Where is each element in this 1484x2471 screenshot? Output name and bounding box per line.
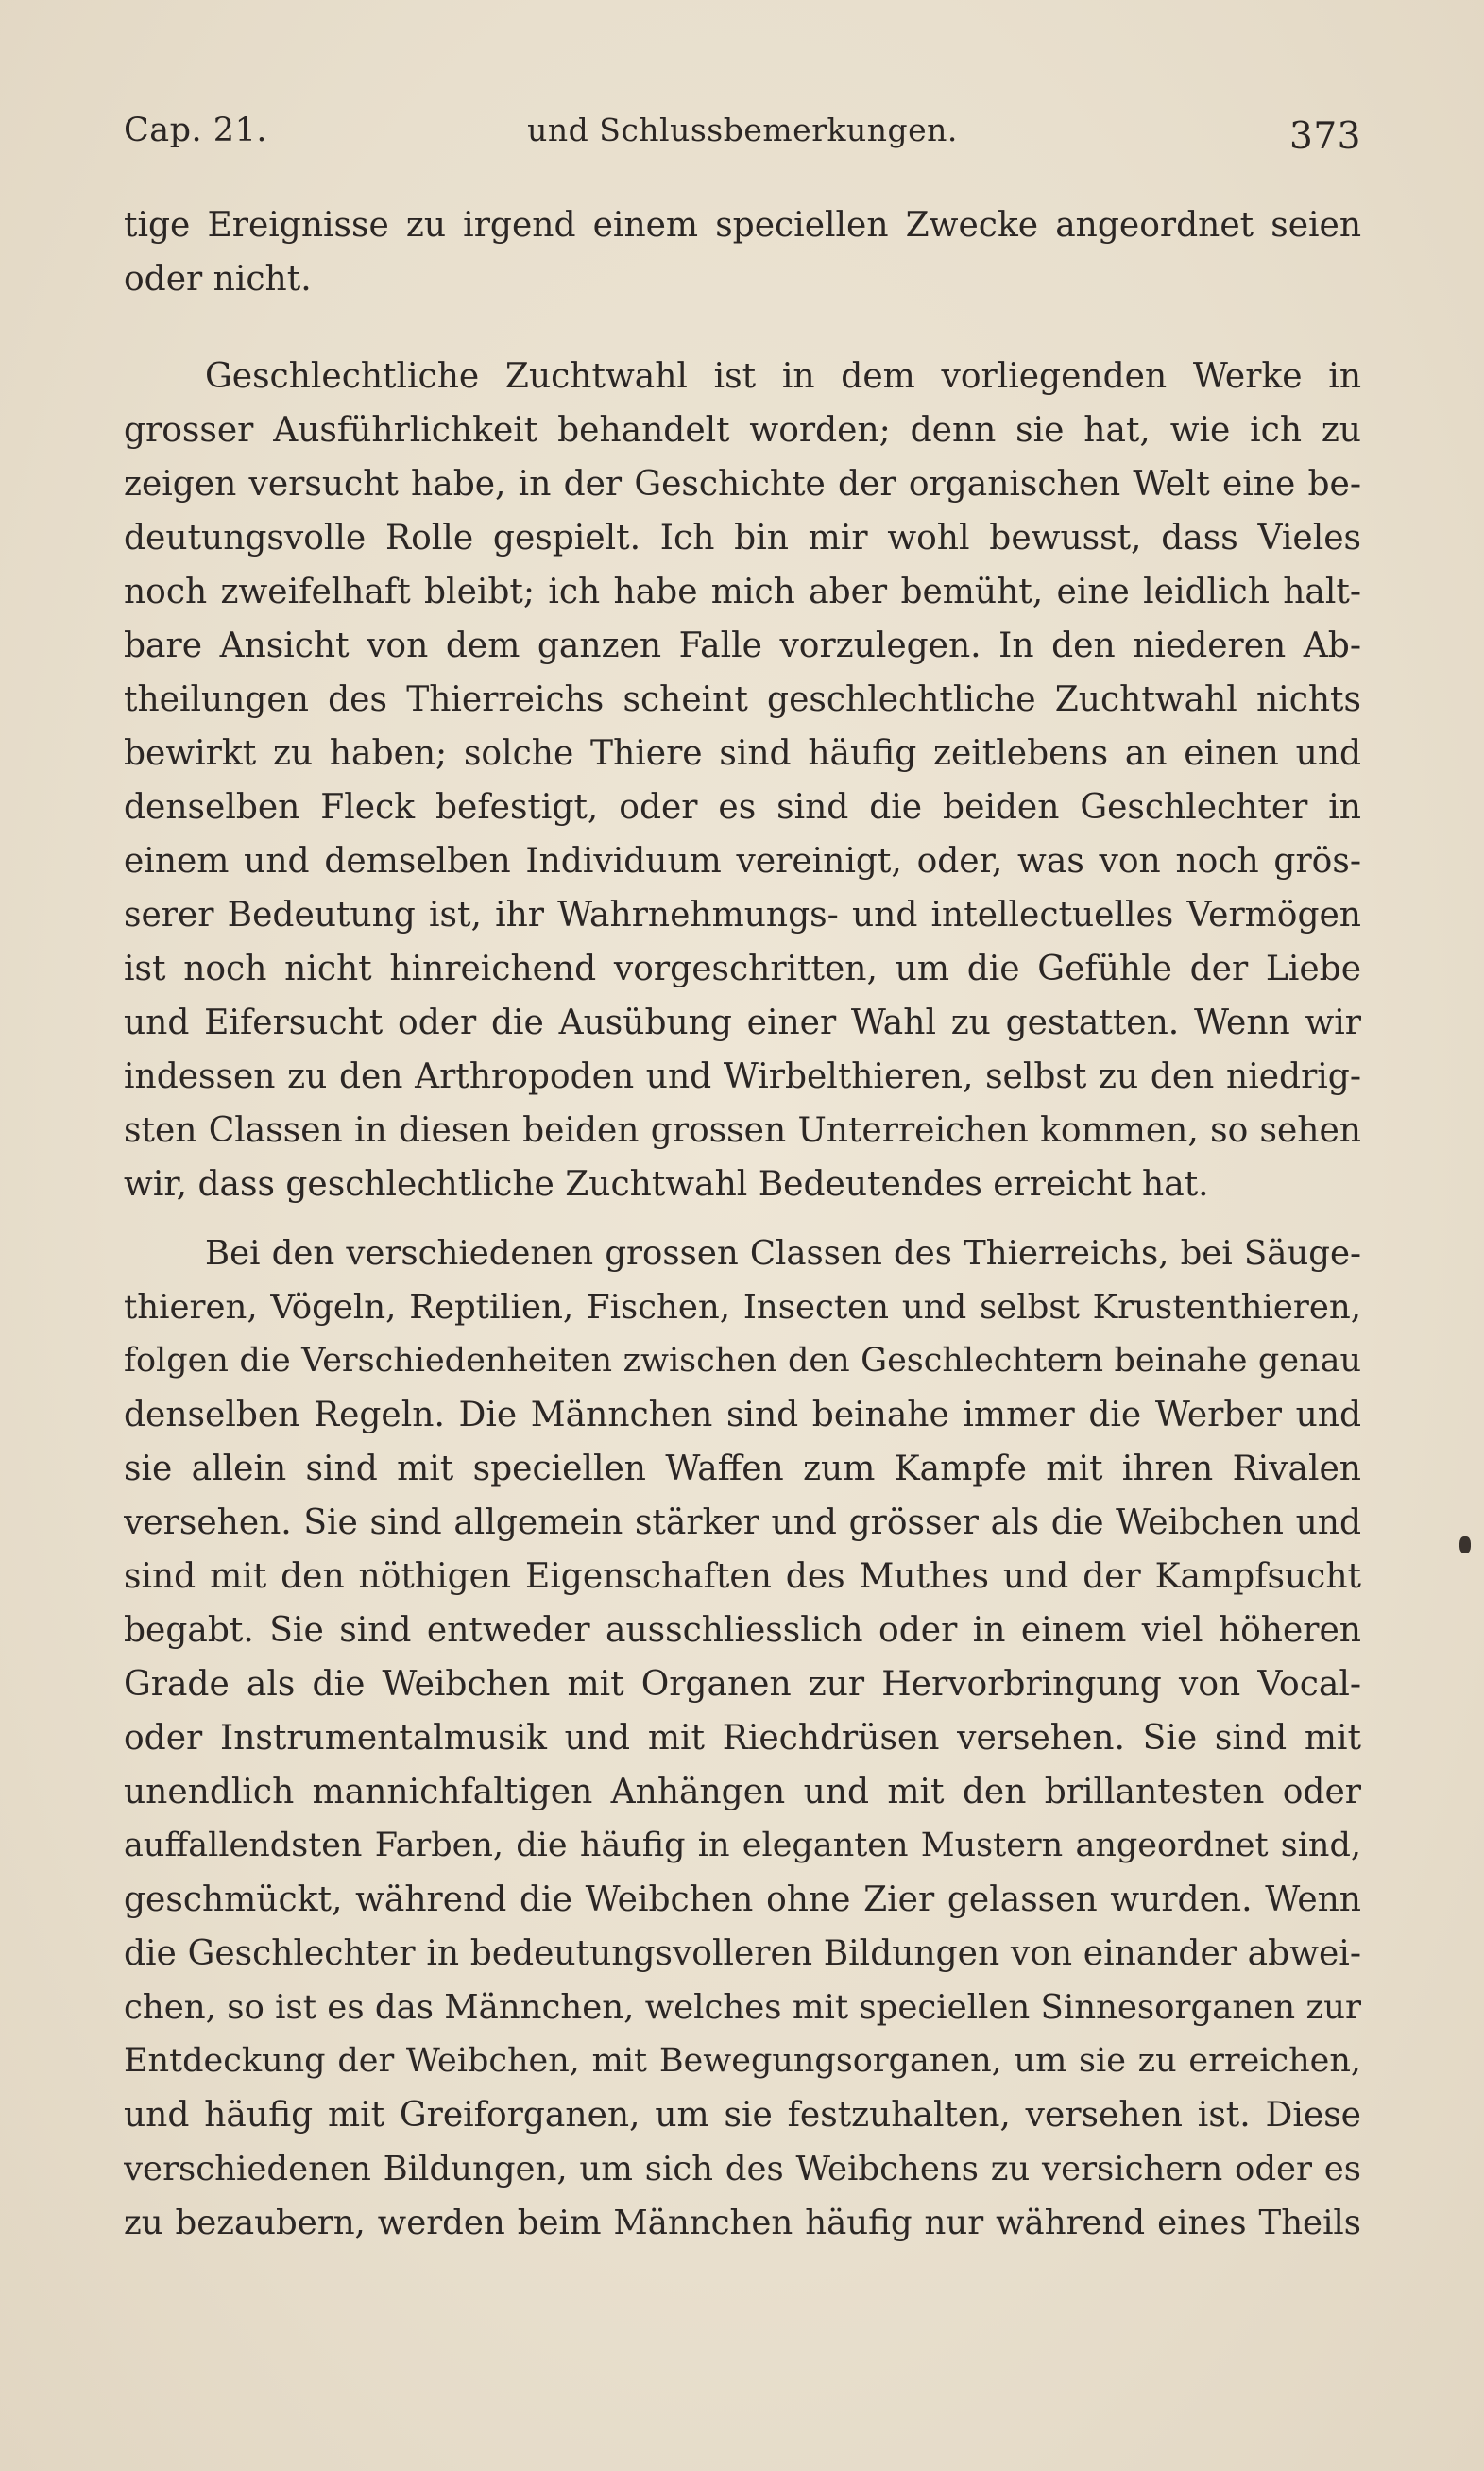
text-line: serer Bedeutung ist, ihr Wahrnehmungs- und intellectuelles Vermögen <box>124 896 1361 935</box>
text-line: die Geschlechter in bedeutungsvolleren Bildungen von einander abwei- <box>124 1934 1361 1973</box>
page-number: 373 <box>1289 115 1361 158</box>
text-line: einem und demselben Individuum vereinigt, oder, was von noch grös- <box>124 842 1361 881</box>
paragraph-sexual-selection <box>124 350 1361 1211</box>
text-line: und häufig mit Greiforganen, um sie festzuhalten, versehen ist. Diese <box>124 2096 1361 2135</box>
text-line: indessen zu den Arthropoden und Wirbelthieren, selbst zu den niedrig- <box>124 1057 1361 1096</box>
text-line: tige Ereignisse zu irgend einem speciellen Zwecke angeordnet seien <box>124 206 1361 245</box>
text-line: zeigen versucht habe, in der Geschichte der organischen Welt eine be- <box>124 465 1361 504</box>
text-line: wir, dass geschlechtliche Zuchtwahl Bedeutendes erreicht hat. <box>124 1165 1209 1204</box>
chapter-label: Cap. 21. <box>124 112 267 149</box>
text-line: Bei den verschiedenen grossen Classen des Thierreichs, bei Säuge- <box>205 1234 1361 1273</box>
text-line: unendlich mannichfaltigen Anhängen und mit den brillantesten oder <box>124 1773 1361 1811</box>
paragraph-continuation <box>124 198 1361 306</box>
text-line: versehen. Sie sind allgemein stärker und grösser als die Weibchen und <box>124 1503 1361 1542</box>
text-line: theilungen des Thierreichs scheint geschlechtliche Zuchtwahl nichts <box>124 680 1361 719</box>
text-line: noch zweifelhaft bleibt; ich habe mich aber bemüht, eine leidlich halt- <box>124 573 1361 611</box>
running-head <box>124 112 1361 164</box>
text-line: chen, so ist es das Männchen, welches mit speciellen Sinnesorganen zur <box>124 1988 1361 2027</box>
text-line: folgen die Verschiedenheiten zwischen den Geschlechtern beinahe genau <box>124 1342 1361 1380</box>
text-line: sie allein sind mit speciellen Waffen zum Kampfe mit ihren Rivalen <box>124 1450 1361 1488</box>
text-line: bare Ansicht von dem ganzen Falle vorzulegen. In den niederen Ab- <box>124 626 1361 665</box>
text-line: Grade als die Weibchen mit Organen zur Hervorbringung von Vocal- <box>124 1665 1361 1704</box>
text-line: und Eifersucht oder die Ausübung einer Wahl zu gestatten. Wenn wir <box>124 1004 1361 1042</box>
text-line: zu bezaubern, werden beim Männchen häufig nur während eines Theils <box>124 2204 1361 2242</box>
text-line: denselben Fleck befestigt, oder es sind die beiden Geschlechter in <box>124 788 1361 827</box>
text-line: auffallendsten Farben, die häufig in eleganten Mustern angeordnet sind, <box>124 1827 1361 1864</box>
text-line: denselben Regeln. Die Männchen sind beinahe immer die Werber und <box>124 1396 1361 1434</box>
text-line: geschmückt, während die Weibchen ohne Zier gelassen wurden. Wenn <box>124 1880 1361 1919</box>
text-line: Entdeckung der Weibchen, mit Bewegungsorganen, um sie zu erreichen, <box>124 2042 1361 2080</box>
text-line: sind mit den nöthigen Eigenschaften des Muthes und der Kampfsucht <box>124 1557 1361 1596</box>
text-line: begabt. Sie sind entweder ausschliesslich oder in einem viel höheren <box>124 1611 1361 1650</box>
text-line: ist noch nicht hinreichend vorgeschritten, um die Gefühle der Liebe <box>124 950 1361 988</box>
text-line: oder Instrumentalmusik und mit Riechdrüsen versehen. Sie sind mit <box>124 1719 1361 1758</box>
margin-ink-mark <box>1459 1536 1471 1553</box>
text-line: Geschlechtliche Zuchtwahl ist in dem vorliegenden Werke in <box>205 357 1361 396</box>
paragraph-animal-classes <box>124 1227 1361 2250</box>
text-line: verschiedenen Bildungen, um sich des Weibchens zu versichern oder es <box>124 2150 1361 2188</box>
text-line: grosser Ausführlichkeit behandelt worden; denn sie hat, wie ich zu <box>124 411 1361 450</box>
text-line: deutungsvolle Rolle gespielt. Ich bin mir wohl bewusst, dass Vieles <box>124 519 1361 558</box>
running-title: und Schlussbemerkungen. <box>527 112 958 148</box>
text-line: sten Classen in diesen beiden grossen Unterreichen kommen, so sehen <box>124 1111 1361 1150</box>
text-line: thieren, Vögeln, Reptilien, Fischen, Insecten und selbst Krustenthieren, <box>124 1288 1361 1327</box>
text-line: bewirkt zu haben; solche Thiere sind häufig zeitlebens an einen und <box>124 734 1361 773</box>
text-line: oder nicht. <box>124 260 312 299</box>
